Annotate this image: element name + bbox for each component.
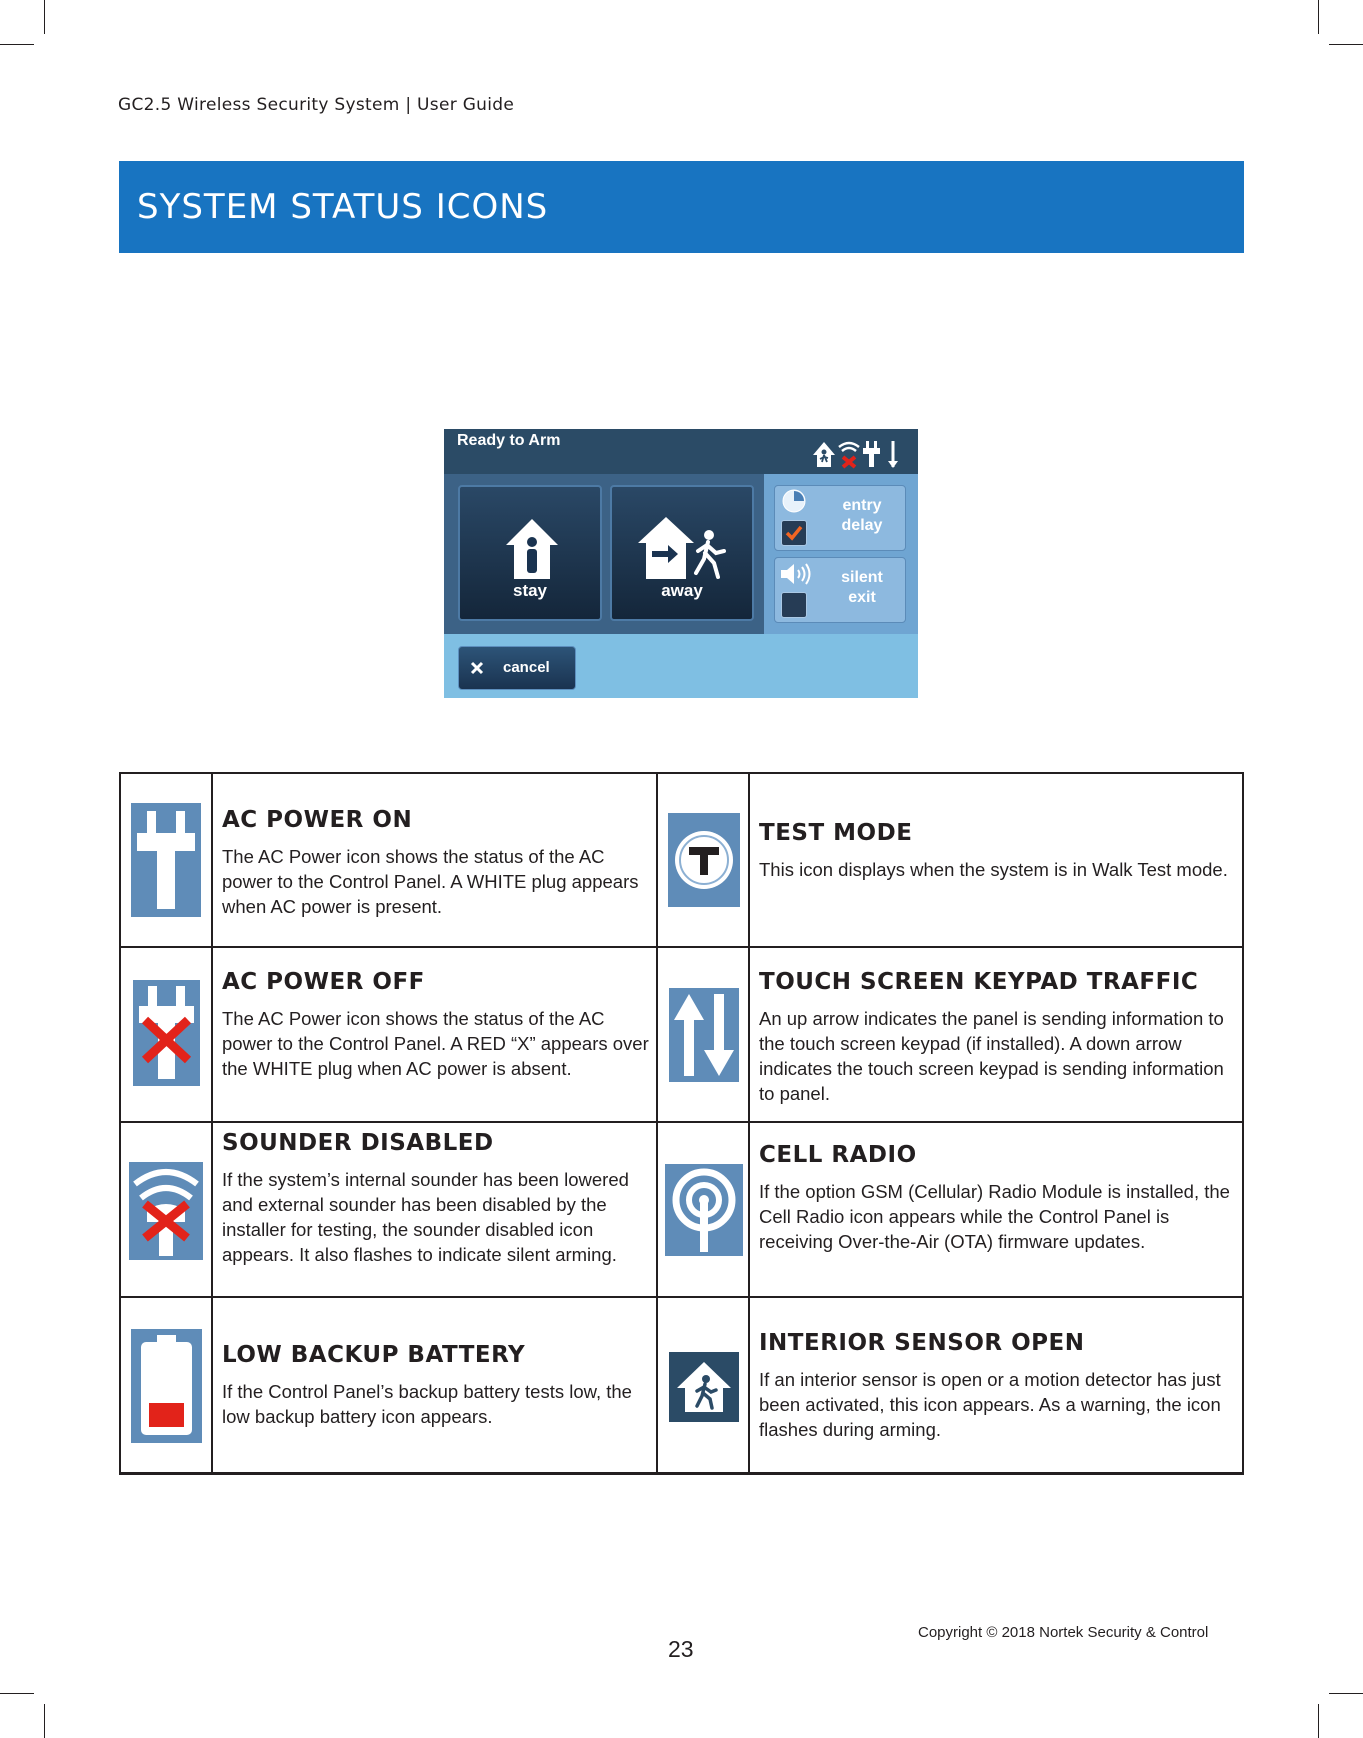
touchscreen-display	[444, 429, 918, 698]
stay-button[interactable]	[458, 485, 602, 621]
table-border	[748, 772, 750, 1475]
page-number: 23	[668, 1636, 694, 1662]
test-mode-desc: This icon displays when the system is in Walk Test mode.	[759, 859, 1228, 880]
cell-radio-title: CELL RADIO	[759, 1142, 917, 1168]
status-bar	[444, 429, 918, 474]
entry-delay-line1: entry	[842, 497, 882, 514]
table-border	[119, 1121, 1244, 1123]
sounder-disabled-title: SOUNDER DISABLED	[222, 1130, 494, 1156]
sounder-disabled-desc: If the system’s internal sounder has been lowered and external sounder has been disabled by the installer for testing, the sounder disabled icon appears. It also flashes to indicate silent arming.	[222, 1169, 629, 1265]
stay-icon	[502, 515, 562, 581]
low-battery-icon	[131, 1329, 202, 1443]
interior-sensor-title: INTERIOR SENSOR OPEN	[759, 1330, 1085, 1356]
entry-delay-text	[823, 496, 901, 536]
section-title-bar	[119, 161, 1244, 253]
crop-mark	[0, 44, 34, 45]
keypad-traffic-title: TOUCH SCREEN KEYPAD TRAFFIC	[759, 969, 1199, 995]
guide-header: GC2.5 Wireless Security System | User Guide	[118, 95, 515, 115]
copyright-text: Copyright © 2018 Nortek Security & Control	[918, 1624, 1209, 1641]
low-battery-title: LOW BACKUP BATTERY	[222, 1342, 526, 1368]
crop-mark	[44, 0, 45, 34]
table-border	[1242, 772, 1244, 1475]
table-border	[656, 772, 658, 1475]
table-border	[119, 946, 1244, 948]
away-label: away	[661, 581, 703, 600]
ac-power-status-icon	[863, 441, 880, 467]
cell-radio-desc: If the option GSM (Cellular) Radio Module is installed, the Cell Radio icon appears while the Control Panel is receiving Over-the-Air (OTA) firmware updates.	[759, 1181, 1230, 1252]
interior-sensor-desc: If an interior sensor is open or a motion detector has just been activated, this icon appears. As a warning, the icon flashes during arming.	[759, 1369, 1221, 1440]
table-border	[119, 1472, 1244, 1475]
status-icons-table	[119, 772, 1244, 1475]
silent-exit-line2: exit	[848, 589, 876, 606]
crop-mark	[1318, 1704, 1319, 1738]
keypad-traffic-desc: An up arrow indicates the panel is sending information to the touch screen keypad (if installed). A down arrow indicates the touch screen keypad is sending information to panel.	[759, 1008, 1224, 1104]
crop-mark	[0, 1693, 34, 1694]
status-icons	[809, 433, 918, 473]
table-border	[119, 772, 121, 1475]
silent-exit-checkbox[interactable]	[781, 592, 807, 618]
silent-exit-text	[823, 568, 901, 608]
keypad-traffic-icon	[669, 988, 739, 1082]
sounder-disabled-icon	[129, 1162, 203, 1260]
table-border	[119, 772, 1244, 774]
silent-exit-line1: silent	[841, 569, 883, 586]
crop-mark	[1318, 0, 1319, 34]
ac-power-on-icon	[131, 803, 201, 917]
table-border	[211, 772, 213, 1475]
interior-sensor-status-icon	[813, 442, 835, 467]
table-border	[119, 1296, 1244, 1298]
cancel-button[interactable]	[458, 646, 576, 690]
ac-power-off-desc: The AC Power icon shows the status of the AC power to the Control Panel. A RED “X” appears over the WHITE plug when AC power is absent.	[222, 1008, 649, 1079]
section-title: SYSTEM STATUS ICONS	[137, 187, 549, 227]
away-icon	[634, 513, 734, 583]
ac-power-on-desc: The AC Power icon shows the status of the AC power to the Control Panel. A WHITE plug appears when AC power is present.	[222, 846, 639, 917]
speaker-icon	[779, 562, 815, 586]
sounder-status-icon	[839, 443, 859, 467]
test-mode-title: TEST MODE	[759, 820, 913, 846]
low-battery-desc: If the Control Panel’s backup battery tests low, the low backup battery icon appears.	[222, 1381, 632, 1427]
test-mode-icon	[668, 813, 740, 907]
cell-radio-icon	[665, 1164, 743, 1256]
away-button[interactable]	[610, 485, 754, 621]
entry-delay-checkbox[interactable]	[781, 520, 807, 546]
ac-power-off-title: AC POWER OFF	[222, 969, 425, 995]
ac-power-off-icon	[133, 980, 200, 1086]
stay-label: stay	[512, 581, 548, 600]
silent-exit-button[interactable]	[774, 557, 906, 623]
ac-power-on-title: AC POWER ON	[222, 807, 413, 833]
crop-mark	[1329, 44, 1363, 45]
crop-mark	[44, 1704, 45, 1738]
clock-icon	[781, 488, 807, 514]
keypad-traffic-status-icon	[888, 441, 898, 468]
crop-mark	[1329, 1693, 1363, 1694]
entry-delay-line2: delay	[841, 517, 883, 534]
checkmark-icon	[782, 521, 806, 545]
interior-sensor-icon	[669, 1352, 739, 1422]
close-icon	[469, 660, 485, 676]
cancel-label: cancel	[503, 659, 550, 676]
entry-delay-button[interactable]	[774, 485, 906, 551]
arm-status-text: Ready to Arm	[457, 432, 561, 449]
